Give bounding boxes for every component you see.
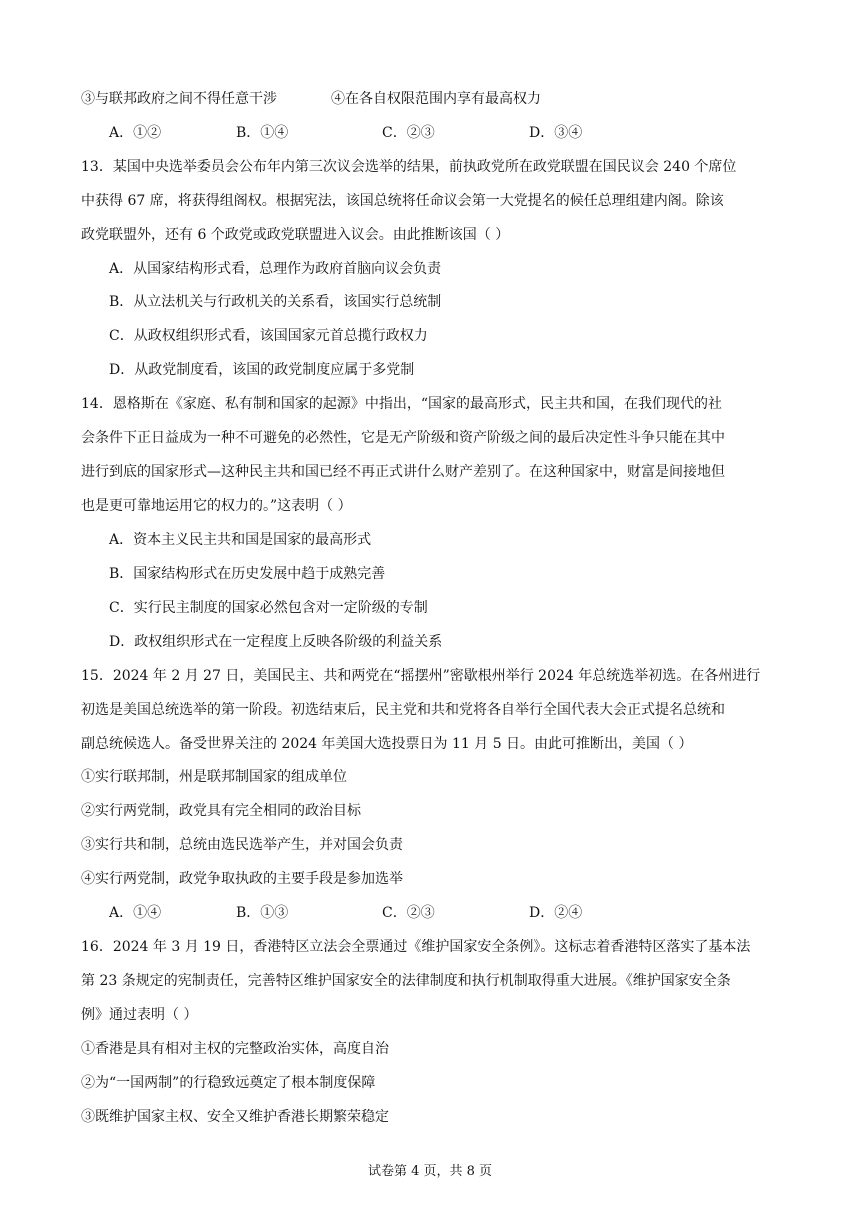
q15-item-3: ③实行共和制，总统由选民选举产生，并对国会负责 — [81, 837, 403, 853]
q16-item-3: ③既维护国家主权、安全又维护香港长期繁荣稳定 — [81, 1109, 389, 1125]
q12-options — [109, 123, 669, 143]
q13-option-a[interactable]: A．从国家结构形式看，总理作为政府首脑向议会负责 — [109, 261, 442, 277]
q14-stem-line-2: 会条件下正日益成为一种不可避免的必然性，它是无产阶级和资产阶级之间的最后决定性斗争只能在其中 — [81, 430, 725, 446]
q15-item-4: ④实行两党制，政党争取执政的主要手段是参加选举 — [81, 871, 403, 887]
q13-option-c[interactable]: C．从政权组织形式看，该国国家元首总揽行政权力 — [109, 328, 428, 344]
q16-stem-line-1: 16．2024 年 3 月 19 日，香港特区立法会全票通过《维护国家安全条例》。这标志着香港特区落实了基本法 — [81, 939, 751, 955]
q12-item-4: ④在各自权限范围内享有最高权力 — [331, 91, 541, 107]
q13-option-b[interactable]: B．从立法机关与行政机关的关系看，该国实行总统制 — [109, 294, 442, 310]
q16-item-2: ②为“一国两制”的行稳致远奠定了根本制度保障 — [81, 1075, 376, 1091]
q12-option-b[interactable]: B．①④ — [236, 125, 289, 141]
q15-stem-line-3: 副总统候选人。备受世界关注的 2024 年美国大选投票日为 11 月 5 日。由此可推断出，美国（ ） — [81, 736, 693, 752]
q12-option-a[interactable]: A．①② — [109, 125, 162, 141]
q15-stem-line-1: 15．2024 年 2 月 27 日，美国民主、共和两党在“摇摆州”密歇根州举行 2024 年总统选举初选。在各州进行 — [81, 668, 761, 684]
q16-stem-line-2: 第 23 条规定的宪制责任，完善特区维护国家安全的法律制度和执行机制取得重大进展。《维护国家安全条 — [81, 973, 731, 989]
q15-option-d[interactable]: D．②④ — [529, 905, 583, 921]
q15-option-b[interactable]: B．①③ — [236, 905, 289, 921]
q13-stem-line-1: 13．某国中央选举委员会公布年内第三次议会选举的结果，前执政党所在政党联盟在国民议会 240 个席位 — [81, 159, 737, 175]
q12-items-row — [81, 89, 781, 109]
q16-stem-line-3: 例》通过表明（ ） — [81, 1007, 198, 1023]
q14-option-b[interactable]: B．国家结构形式在历史发展中趋于成熟完善 — [109, 566, 386, 582]
q15-item-1: ①实行联邦制，州是联邦制国家的组成单位 — [81, 769, 347, 785]
q15-item-2: ②实行两党制，政党具有完全相同的政治目标 — [81, 803, 361, 819]
q14-stem-line-4: 也是更可靠地运用它的权力的。”这表明（ ） — [81, 498, 352, 514]
q13-option-d[interactable]: D．从政党制度看，该国的政党制度应属于多党制 — [109, 362, 415, 378]
q14-option-c[interactable]: C．实行民主制度的国家必然包含对一定阶级的专制 — [109, 600, 428, 616]
q14-option-d[interactable]: D．政权组织形式在一定程度上反映各阶级的利益关系 — [109, 634, 443, 650]
q13-stem-line-3: 政党联盟外，还有 6 个政党或政党联盟进入议会。由此推断该国（ ） — [81, 227, 510, 243]
q14-stem-line-3: 进行到底的国家形式—这种民主共和国已经不再正式讲什么财产差别了。在这种国家中，财富是间接地但 — [81, 464, 725, 480]
q14-option-a[interactable]: A．资本主义民主共和国是国家的最高形式 — [109, 532, 372, 548]
q13-stem-line-2: 中获得 67 席，将获得组阁权。根据宪法，该国总统将任命议会第一大党提名的候任总理组建内阁。除该 — [81, 193, 724, 209]
q15-option-c[interactable]: C．②③ — [382, 905, 435, 921]
q12-item-3: ③与联邦政府之间不得任意干涉 — [81, 91, 277, 107]
q16-item-1: ①香港是具有相对主权的完整政治实体，高度自治 — [81, 1041, 389, 1057]
q15-stem-line-2: 初选是美国总统选举的第一阶段。初选结束后，民主党和共和党将各自举行全国代表大会正式提名总统和 — [81, 702, 725, 718]
q14-stem-line-1: 14．恩格斯在《家庭、私有制和国家的起源》中指出，“国家的最高形式，民主共和国，在我们现代的社 — [81, 396, 722, 412]
q15-option-a[interactable]: A．①④ — [109, 905, 162, 921]
q15-options — [109, 903, 669, 923]
q12-option-c[interactable]: C．②③ — [382, 125, 435, 141]
q12-option-d[interactable]: D．③④ — [529, 125, 583, 141]
page-footer: 试卷第 4 页，共 8 页 — [367, 1164, 493, 1179]
